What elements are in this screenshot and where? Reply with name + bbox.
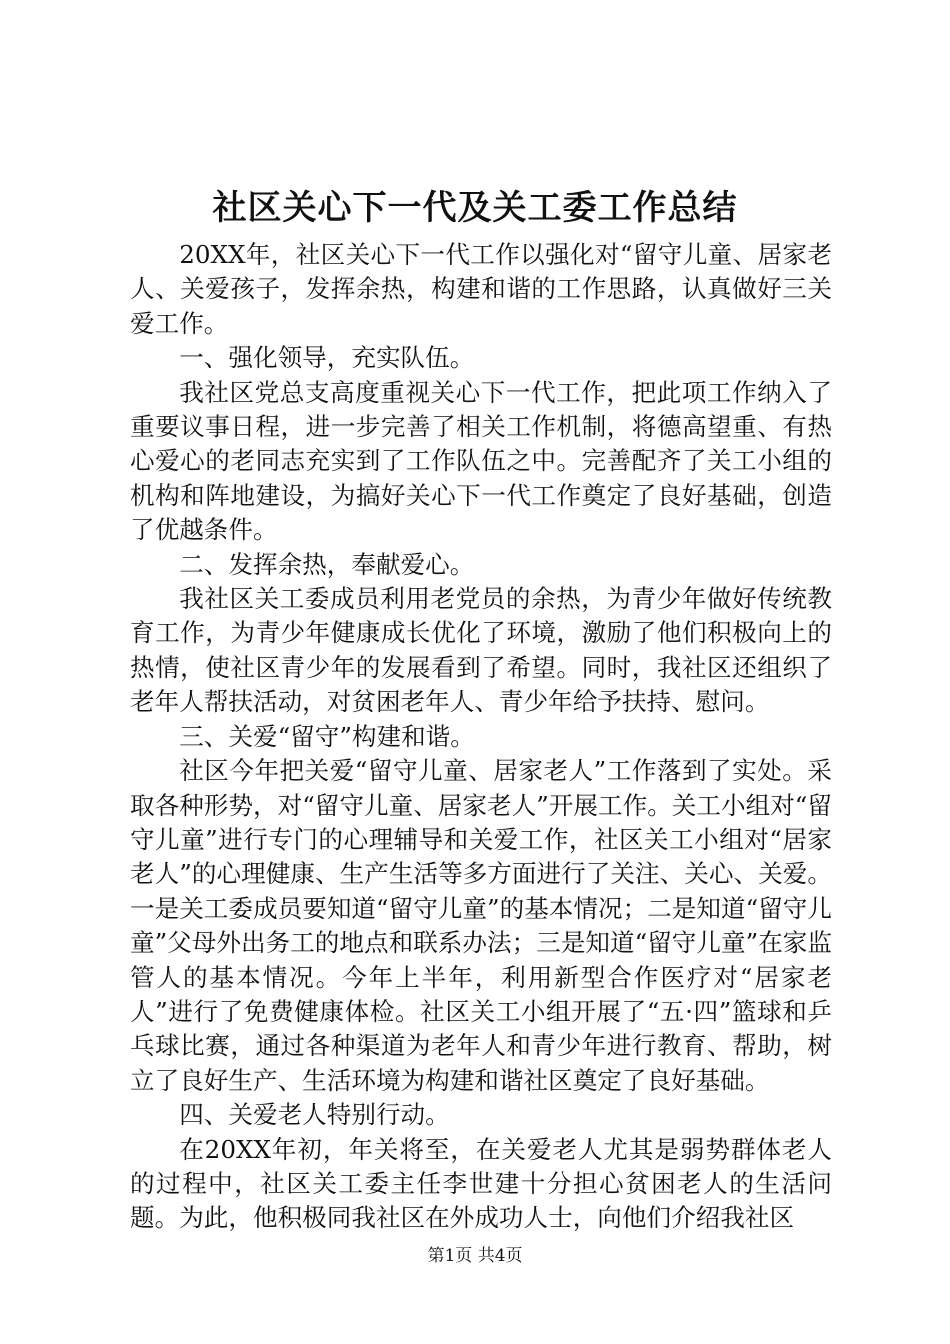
paragraph-section-3: 社区今年把关爱“留守儿童、居家老人”工作落到了实处。采取各种形势，对“留守儿童、居家老人”开展工作。关工小组对“留守儿童”进行专门的心理辅导和关爱工作，社区关工小组对“居家老人”的心理健康、生产生活等多方面进行了关注、关心、关爱。一是关工委成员要知道“留守儿童”的基本情况；二是知道“留守儿童”父母外出务工的地点和联系办法；三是知道“留守儿童”在家监管人的基本情况。今年上半年，利用新型合作医疗对“居家老人”进行了免费健康体检。社区关工小组开展了“五·四”篮球和乒乓球比赛，通过各种渠道为老年人和青少年进行教育、帮助，树立了良好生产、生活环境为构建和谐社区奠定了良好基础。	[130, 756, 832, 1095]
page-number-footer: 第1页 共4页	[427, 1246, 523, 1266]
document-body	[130, 238, 832, 1236]
section-heading-2: 二、发挥余热，奉献爱心。	[179, 549, 475, 579]
section-heading-3: 三、关爱“留守”构建和谐。	[179, 721, 475, 751]
document-title: 社区关心下一代及关工委工作总结	[212, 188, 738, 228]
section-heading-4: 四、关爱老人特别行动。	[179, 1100, 450, 1130]
paragraph-section-1: 我社区党总支高度重视关心下一代工作，把此项工作纳入了重要议事日程，进一步完善了相关工作机制，将德高望重、有热心爱心的老同志充实到了工作队伍之中。完善配齐了关工小组的机构和阵地建设，为搞好关心下一代工作奠定了良好基础，创造了优越条件。	[130, 377, 832, 545]
paragraph-intro: 20XX年，社区关心下一代工作以强化对“留守儿童、居家老人、关爱孩子，发挥余热，构建和谐的工作思路，认真做好三关爱工作。	[130, 240, 832, 338]
section-heading-1: 一、强化领导，充实队伍。	[179, 343, 475, 373]
paragraph-section-4: 在20XX年初，年关将至，在关爱老人尤其是弱势群体老人的过程中，社区关工委主任李世建十分担心贫困老人的生活问题。为此，他积极同我社区在外成功人士，向他们介绍我社区	[130, 1134, 832, 1233]
paragraph-section-2: 我社区关工委成员利用老党员的余热，为青少年做好传统教育工作，为青少年健康成长优化了环境，激励了他们积极向上的热情，使社区青少年的发展看到了希望。同时，我社区还组织了老年人帮扶活动，对贫困老年人、青少年给予扶持、慰问。	[130, 584, 832, 717]
